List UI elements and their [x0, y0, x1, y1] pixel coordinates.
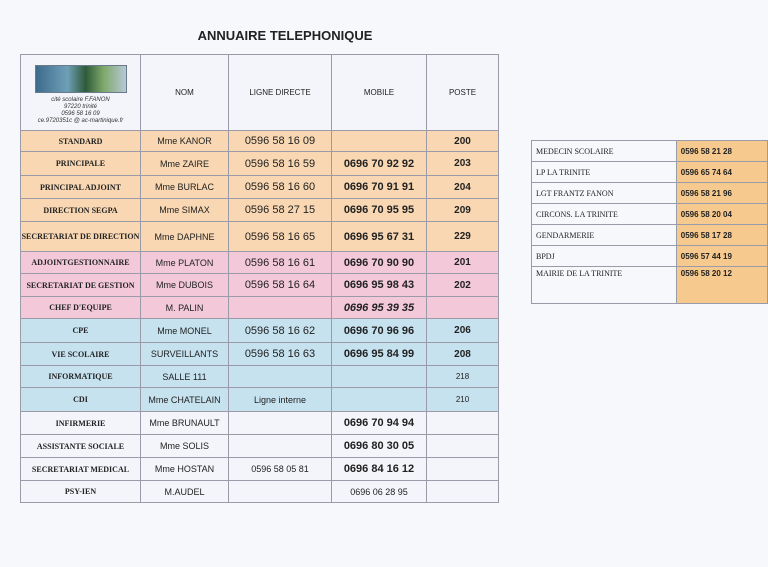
logo-email: ce.9720351c @ ac-martinique.fr — [37, 118, 124, 124]
ligne-cell — [229, 366, 332, 388]
nom-cell: Mme BRUNAULT — [141, 412, 229, 435]
external-contacts-table — [531, 140, 768, 304]
external-row — [532, 225, 768, 246]
external-name: CIRCONS. LA TRINITE — [532, 204, 677, 225]
ligne-cell: 0596 58 27 15 — [229, 199, 332, 222]
poste-cell — [427, 412, 499, 435]
service-cell: CHEF D'EQUIPE — [21, 297, 141, 319]
external-name: MAIRIE DE LA TRINITE — [532, 267, 677, 304]
service-cell: INFIRMERIE — [21, 412, 141, 435]
mobile-cell: 0696 70 91 91 — [332, 176, 427, 199]
mobile-cell: 0696 95 67 31 — [332, 222, 427, 252]
external-row — [532, 141, 768, 162]
service-cell: CDI — [21, 388, 141, 412]
mobile-cell: 0696 70 92 92 — [332, 152, 427, 176]
table-row — [21, 388, 499, 412]
service-cell: SECRETARIAT MEDICAL — [21, 458, 141, 481]
table-row — [21, 176, 499, 199]
table-row — [21, 435, 499, 458]
external-number: 0596 58 21 28 — [676, 141, 767, 162]
mobile-cell: 0696 84 16 12 — [332, 458, 427, 481]
column-header-nom: NOM — [141, 55, 229, 131]
poste-cell — [427, 458, 499, 481]
poste-cell: 210 — [427, 388, 499, 412]
poste-cell: 200 — [427, 131, 499, 152]
mobile-cell: 0696 95 84 99 — [332, 343, 427, 366]
table-row — [21, 199, 499, 222]
mobile-cell: 0696 70 96 96 — [332, 319, 427, 343]
poste-cell: 204 — [427, 176, 499, 199]
mobile-cell: 0696 95 98 43 — [332, 274, 427, 297]
table-row — [21, 458, 499, 481]
service-cell: PSY-IEN — [21, 481, 141, 503]
nom-cell: Mme MONEL — [141, 319, 229, 343]
poste-cell: 203 — [427, 152, 499, 176]
mobile-cell: 0696 80 30 05 — [332, 435, 427, 458]
external-number: 0596 58 20 12 — [676, 267, 767, 304]
external-row — [532, 183, 768, 204]
service-cell: SECRETARIAT DE GESTION — [21, 274, 141, 297]
ligne-cell: Ligne interne — [229, 388, 332, 412]
poste-cell — [427, 435, 499, 458]
service-cell: CPE — [21, 319, 141, 343]
external-name: MEDECIN SCOLAIRE — [532, 141, 677, 162]
poste-cell: 209 — [427, 199, 499, 222]
nom-cell: Mme ZAIRE — [141, 152, 229, 176]
nom-cell: Mme CHATELAIN — [141, 388, 229, 412]
ligne-cell — [229, 435, 332, 458]
mobile-cell: 0696 95 39 35 — [332, 297, 427, 319]
ligne-cell: 0596 58 16 59 — [229, 152, 332, 176]
table-row — [21, 297, 499, 319]
mobile-cell: 0696 70 90 90 — [332, 252, 427, 274]
poste-cell: 229 — [427, 222, 499, 252]
mobile-cell: 0696 06 28 95 — [332, 481, 427, 503]
table-row — [21, 343, 499, 366]
ligne-cell: 0596 58 16 63 — [229, 343, 332, 366]
nom-cell: Mme SOLIS — [141, 435, 229, 458]
ligne-cell — [229, 412, 332, 435]
external-number: 0596 58 17 28 — [676, 225, 767, 246]
table-row — [21, 274, 499, 297]
nom-cell: SALLE 111 — [141, 366, 229, 388]
nom-cell: Mme DUBOIS — [141, 274, 229, 297]
table-row — [21, 319, 499, 343]
phone-directory-table — [20, 54, 499, 503]
ligne-cell: 0596 58 16 65 — [229, 222, 332, 252]
poste-cell — [427, 297, 499, 319]
logo-town: 97220 trinité — [63, 104, 98, 110]
school-logo — [21, 55, 141, 131]
poste-cell: 201 — [427, 252, 499, 274]
nom-cell: M.AUDEL — [141, 481, 229, 503]
table-row — [21, 222, 499, 252]
nom-cell: Mme SIMAX — [141, 199, 229, 222]
ligne-cell: 0596 58 16 64 — [229, 274, 332, 297]
service-cell: INFORMATIQUE — [21, 366, 141, 388]
service-cell: ADJOINTGESTIONNAIRE — [21, 252, 141, 274]
poste-cell: 218 — [427, 366, 499, 388]
table-row — [21, 252, 499, 274]
nom-cell: M. PALIN — [141, 297, 229, 319]
column-header-ligne: LIGNE DIRECTE — [229, 55, 332, 131]
school-building-image — [35, 65, 127, 93]
external-name: LP LA TRINITE — [532, 162, 677, 183]
ligne-cell: 0596 58 05 81 — [229, 458, 332, 481]
mobile-cell — [332, 366, 427, 388]
column-header-poste: POSTE — [427, 55, 499, 131]
service-cell: VIE SCOLAIRE — [21, 343, 141, 366]
service-cell: PRINCIPAL ADJOINT — [21, 176, 141, 199]
table-row — [21, 481, 499, 503]
nom-cell: Mme DAPHNE — [141, 222, 229, 252]
external-number: 0596 58 20 04 — [676, 204, 767, 225]
external-number: 0596 65 74 64 — [676, 162, 767, 183]
ligne-cell: 0596 58 16 60 — [229, 176, 332, 199]
ligne-cell — [229, 297, 332, 319]
poste-cell: 206 — [427, 319, 499, 343]
ligne-cell: 0596 58 16 62 — [229, 319, 332, 343]
table-row — [21, 131, 499, 152]
mobile-cell — [332, 388, 427, 412]
table-row — [21, 152, 499, 176]
nom-cell: Mme HOSTAN — [141, 458, 229, 481]
ligne-cell: 0596 58 16 09 — [229, 131, 332, 152]
logo-school-name: cité scolaire F.FANON — [51, 97, 110, 103]
mobile-cell — [332, 131, 427, 152]
service-cell: ASSISTANTE SOCIALE — [21, 435, 141, 458]
external-name: GENDARMERIE — [532, 225, 677, 246]
nom-cell: Mme KANOR — [141, 131, 229, 152]
poste-cell: 202 — [427, 274, 499, 297]
ligne-cell — [229, 481, 332, 503]
service-cell: PRINCIPALE — [21, 152, 141, 176]
page-title: ANNUAIRE TELEPHONIQUE — [197, 28, 373, 43]
service-cell: STANDARD — [21, 131, 141, 152]
external-name: LGT FRANTZ FANON — [532, 183, 677, 204]
external-number: 0596 58 21 96 — [676, 183, 767, 204]
nom-cell: SURVEILLANTS — [141, 343, 229, 366]
external-row — [532, 267, 768, 304]
external-row — [532, 162, 768, 183]
mobile-cell: 0696 70 95 95 — [332, 199, 427, 222]
poste-cell — [427, 481, 499, 503]
column-header-mobile: MOBILE — [332, 55, 427, 131]
logo-phone: 0596 58 16 09 — [61, 111, 100, 117]
external-name: BPDJ — [532, 246, 677, 267]
table-header-row — [21, 55, 499, 131]
service-cell: SECRETARIAT DE DIRECTION — [21, 222, 141, 252]
external-row — [532, 246, 768, 267]
table-row — [21, 412, 499, 435]
nom-cell: Mme BURLAC — [141, 176, 229, 199]
ligne-cell: 0596 58 16 61 — [229, 252, 332, 274]
service-cell: DIRECTION SEGPA — [21, 199, 141, 222]
external-number: 0596 57 44 19 — [676, 246, 767, 267]
nom-cell: Mme PLATON — [141, 252, 229, 274]
poste-cell: 208 — [427, 343, 499, 366]
external-row — [532, 204, 768, 225]
mobile-cell: 0696 70 94 94 — [332, 412, 427, 435]
table-row — [21, 366, 499, 388]
